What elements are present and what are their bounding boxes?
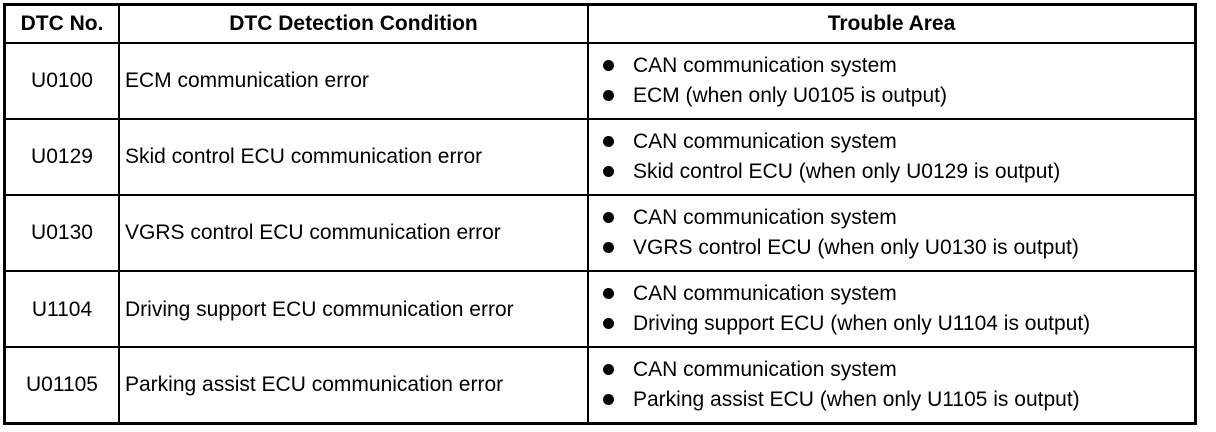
- trouble-area-cell: [588, 195, 1194, 271]
- trouble-area-list: [603, 355, 1194, 416]
- trouble-area-list: [603, 203, 1194, 264]
- detection-condition-cell: Skid control ECU communication error: [119, 119, 588, 195]
- dtc-code-cell: U01105: [6, 347, 119, 422]
- table-row: [6, 43, 1194, 119]
- trouble-area-item: Driving support ECU (when only U1104 is output): [603, 309, 1194, 339]
- trouble-area-item: Parking assist ECU (when only U1105 is output): [603, 385, 1194, 415]
- trouble-area-list: [603, 279, 1194, 340]
- trouble-area-cell: [588, 43, 1194, 119]
- header-dtc-no: DTC No.: [6, 6, 119, 43]
- table-row: [6, 347, 1194, 422]
- trouble-area-cell: [588, 119, 1194, 195]
- table-header-row: [6, 6, 1194, 43]
- dtc-code-cell: U0129: [6, 119, 119, 195]
- trouble-area-item: CAN communication system: [603, 355, 1194, 385]
- trouble-area-item: Skid control ECU (when only U0129 is output): [603, 157, 1194, 187]
- dtc-code-cell: U0100: [6, 43, 119, 119]
- table-row: [6, 195, 1194, 271]
- trouble-area-item: CAN communication system: [603, 127, 1194, 157]
- trouble-area-cell: [588, 347, 1194, 422]
- dtc-code-cell: U0130: [6, 195, 119, 271]
- table-row: [6, 119, 1194, 195]
- trouble-area-item: ECM (when only U0105 is output): [603, 81, 1194, 111]
- table-row: [6, 271, 1194, 347]
- trouble-area-item: CAN communication system: [603, 279, 1194, 309]
- trouble-area-item: CAN communication system: [603, 203, 1194, 233]
- header-detection-condition: DTC Detection Condition: [119, 6, 588, 43]
- dtc-code-cell: U1104: [6, 271, 119, 347]
- dtc-table: [6, 6, 1194, 422]
- trouble-area-cell: [588, 271, 1194, 347]
- trouble-area-item: VGRS control ECU (when only U0130 is output): [603, 233, 1194, 263]
- header-trouble-area: Trouble Area: [588, 6, 1194, 43]
- trouble-area-list: [603, 127, 1194, 188]
- detection-condition-cell: Parking assist ECU communication error: [119, 347, 588, 422]
- detection-condition-cell: ECM communication error: [119, 43, 588, 119]
- trouble-area-item: CAN communication system: [603, 51, 1194, 81]
- trouble-area-list: [603, 51, 1194, 112]
- detection-condition-cell: VGRS control ECU communication error: [119, 195, 588, 271]
- detection-condition-cell: Driving support ECU communication error: [119, 271, 588, 347]
- dtc-table-frame: [3, 3, 1197, 425]
